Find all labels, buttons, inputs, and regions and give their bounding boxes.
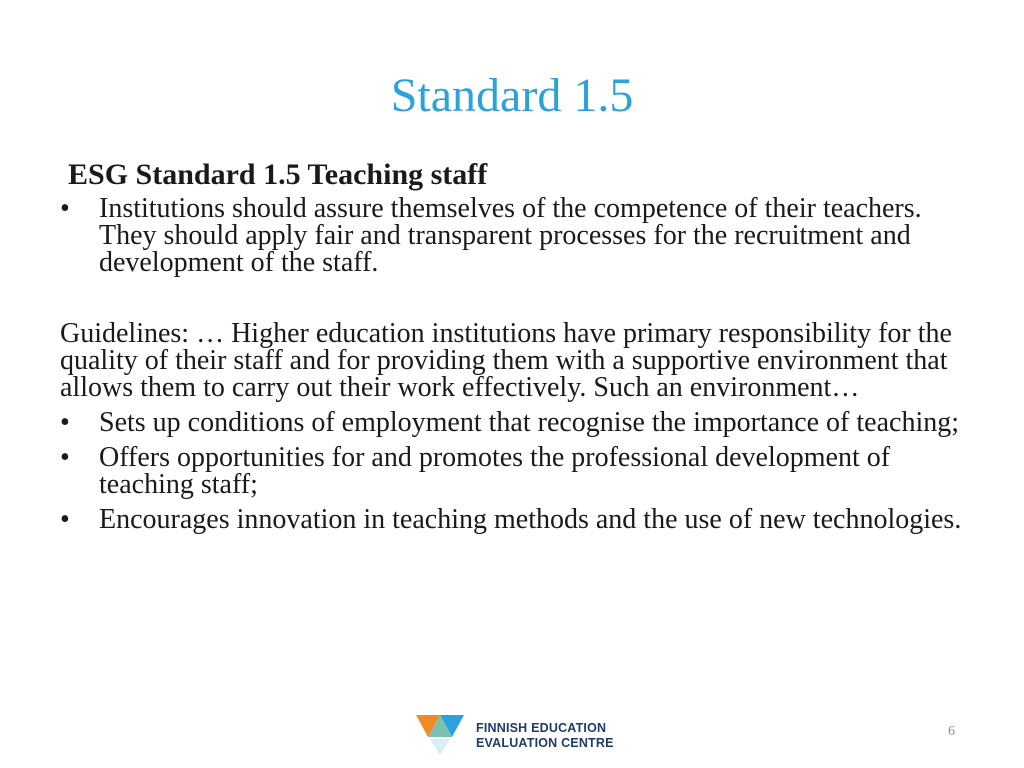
guideline-bullet: • Sets up conditions of employment that recognise the importance of teaching;	[60, 409, 980, 436]
guideline-bullet: • Offers opportunities for and promotes the professional development of teaching staff;	[60, 444, 980, 498]
guideline-bullet: • Encourages innovation in teaching methods and the use of new technologies.	[60, 506, 980, 533]
logo-text	[476, 721, 614, 751]
slide-body	[60, 155, 980, 533]
page-number: 6	[948, 724, 955, 739]
slide-title: Standard 1.5	[390, 69, 634, 122]
logo-line-1: FINNISH EDUCATION	[476, 721, 607, 735]
standard-heading: ESG Standard 1.5 Teaching staff	[68, 158, 488, 191]
guidelines-paragraph: Guidelines: … Higher education institutions have primary responsibility for the quality of their staff and for providing them with a supportive environment that allows them to carry out their work effectively. Such an environment…	[60, 318, 952, 403]
standard-bullet: • Institutions should assure themselves of the competence of their teachers. They should apply fair and transparent processes for the recruitment and development of the staff.	[60, 195, 980, 276]
finnish-education-evaluation-centre-logo	[414, 710, 614, 762]
spacer	[60, 276, 980, 320]
logo-triangle-icon	[414, 711, 466, 761]
logo-line-2: EVALUATION CENTRE	[476, 736, 614, 750]
